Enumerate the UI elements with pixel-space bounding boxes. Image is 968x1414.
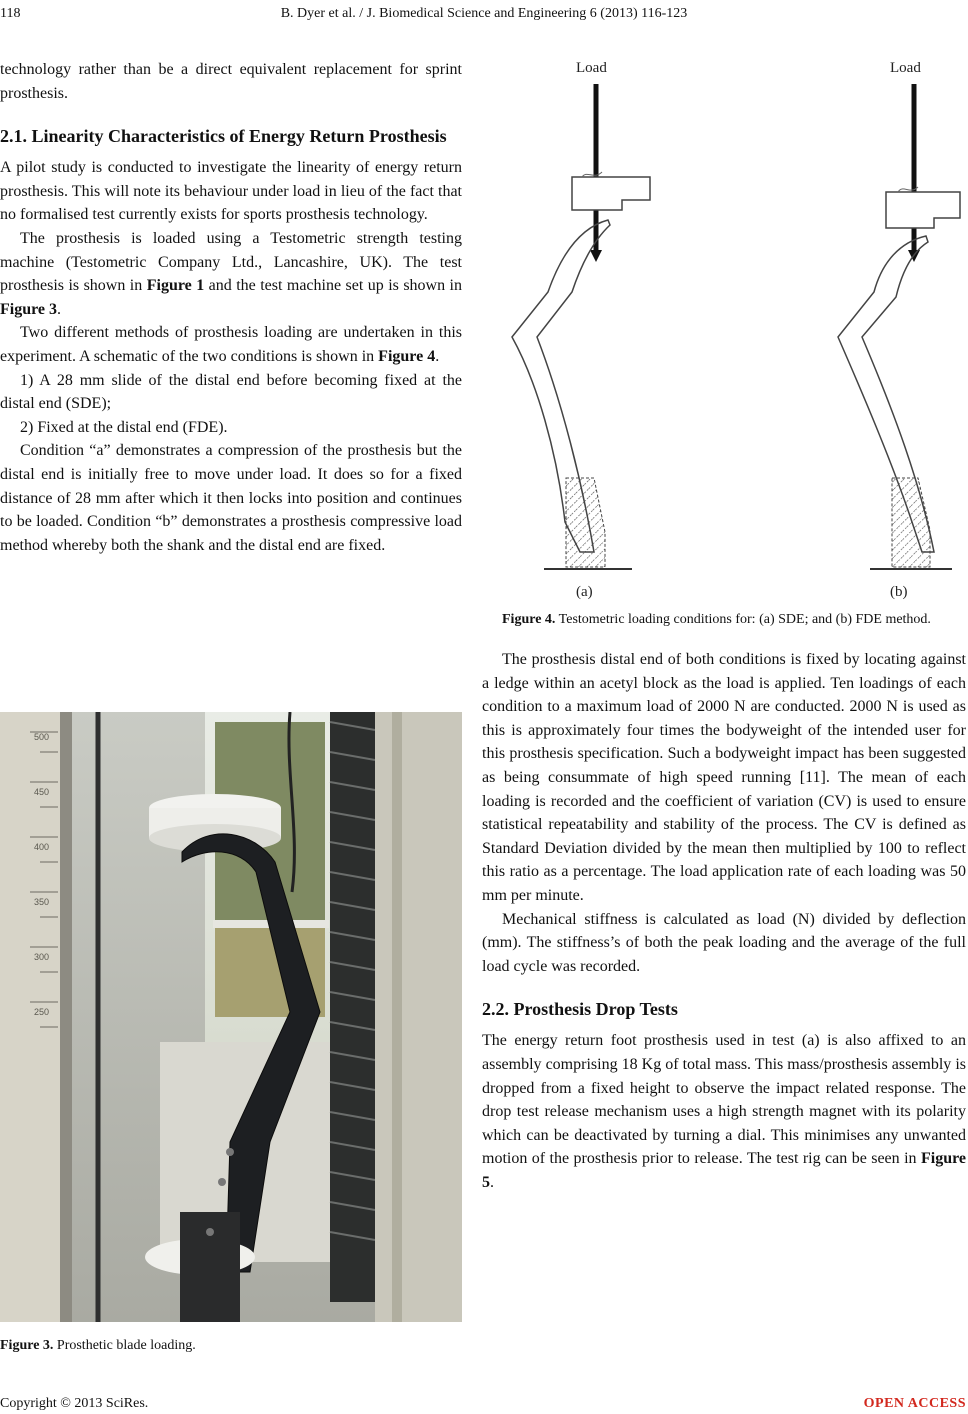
load-label-a: Load bbox=[576, 60, 607, 76]
list-item: 2) Fixed at the distal end (FDE). bbox=[20, 418, 228, 436]
load-label-b: Load bbox=[890, 60, 921, 76]
figure-3-caption bbox=[0, 1336, 462, 1355]
paragraph bbox=[0, 227, 462, 321]
text-run: . bbox=[490, 1173, 494, 1191]
paragraph: Mechanical stiffness is calculated as load (N) divided by deflection (mm). The stiffness’s of both the peak loading and the average of the full load cycle was recorded. bbox=[482, 910, 966, 975]
caption-label: Figure 3. bbox=[0, 1338, 54, 1353]
paragraph bbox=[482, 1029, 966, 1194]
right-column bbox=[482, 648, 966, 1194]
section-heading: 2.1. Linearity Characteristics of Energy Return Prosthesis bbox=[0, 126, 447, 147]
text-run: The energy return foot prosthesis used in test (a) is also affixed to an assembly comprising 18 Kg of total mass. This mass/prosthesis assembly is dropped from a fixed height to observe the impact related response. The drop test release mechanism uses a high strength magnet with its polarity which can be deactivated by turning a dial. This minimises any unwanted motion of the prosthesis prior to release. The test rig can be seen in bbox=[482, 1032, 966, 1168]
paragraph: Condition “a” demonstrates a compression of the prosthesis but the distal end is initially free to move under load. It does so for a fixed distance of 28 mm after which it then locks into position and continues to be loaded. Condition “b” demonstrates a prosthesis compressive load method whereby both the shank and the distal end are fixed. bbox=[0, 442, 462, 554]
figure-4-diagram bbox=[482, 52, 966, 602]
list-item: 1) A 28 mm slide of the distal end before becoming fixed at the distal end (SDE); bbox=[0, 371, 462, 413]
distal-block-b bbox=[892, 478, 930, 567]
figure-3-photo bbox=[0, 712, 462, 1322]
panel-label-a: (a) bbox=[576, 584, 593, 600]
paragraph: The prosthesis distal end of both conditions is fixed by locating against a ledge within an acetyl block as the load is applied. Ten loadings of each condition to a maximum load of 2000 N are conducted. 2000 N is used as this is approximately four times the bodyweight of the intended user for this prosthesis specification. Such a bodyweight impact has been suggested as being consummate of high speed running [11]. The mean of each loading is recorded and the coefficient of variation (CV) is used to ensure statistical repeatability and stability of the process. The CV is defined as Standard Deviation divided by the mean then multiplied by 100 to reflect this ratio as a percentage. The load application rate of each loading was 50 mm per minute. bbox=[482, 651, 966, 904]
figure-3-image bbox=[0, 712, 462, 1322]
running-title: B. Dyer et al. / J. Biomedical Science and Engineering 6 (2013) 116-123 bbox=[280, 6, 688, 21]
scale-mark: 500 bbox=[34, 732, 50, 742]
caption-text: Testometric loading conditions for: (a) SDE; and (b) FDE method. bbox=[555, 612, 931, 627]
page-header bbox=[0, 6, 968, 28]
scale-mark: 300 bbox=[34, 952, 50, 962]
section-heading: 2.2. Prosthesis Drop Tests bbox=[482, 999, 678, 1020]
paragraph: A pilot study is conducted to investigate the linearity of energy return prosthesis. This will note its behaviour under load in lieu of the fact that no formalised test currently exists for sports prosthesis technology. bbox=[0, 159, 462, 224]
text-run: . bbox=[57, 300, 62, 318]
scale-mark: 400 bbox=[34, 842, 50, 852]
figure-reference[interactable]: Figure 3 bbox=[0, 300, 58, 318]
figure-4-schematic bbox=[482, 52, 966, 602]
figure-reference[interactable]: Figure 5 bbox=[482, 1150, 966, 1191]
distal-block-a bbox=[566, 478, 605, 567]
text-run: The prosthesis is loaded using a Testometric strength testing machine (Testometric Company Ltd., Lancashire, UK). The test prosthesis is shown in bbox=[0, 229, 462, 295]
caption-label: Figure 4. bbox=[502, 612, 556, 627]
text-run: and the test machine set up is shown in bbox=[204, 277, 463, 295]
page-number: 118 bbox=[0, 6, 21, 21]
left-column bbox=[0, 58, 462, 557]
scale-mark: 250 bbox=[34, 1007, 50, 1017]
figure-4-caption bbox=[502, 610, 966, 629]
open-access-badge: OPEN ACCESS bbox=[863, 1396, 966, 1411]
scale-mark: 450 bbox=[34, 787, 50, 797]
figure-reference[interactable]: Figure 1 bbox=[146, 277, 205, 295]
text-run: Two different methods of prosthesis loading are undertaken in this experiment. A schematic of the two conditions is shown in bbox=[0, 324, 462, 365]
scale-mark: 350 bbox=[34, 897, 50, 907]
figure-reference[interactable]: Figure 4 bbox=[378, 347, 436, 365]
text-run: . bbox=[435, 347, 440, 365]
copyright-notice: Copyright © 2013 SciRes. bbox=[0, 1396, 149, 1411]
panel-label-b: (b) bbox=[890, 584, 908, 600]
paragraph bbox=[0, 321, 462, 368]
caption-text: Prosthetic blade loading. bbox=[53, 1338, 196, 1353]
paragraph: technology rather than be a direct equivalent replacement for sprint prosthesis. bbox=[0, 61, 462, 102]
